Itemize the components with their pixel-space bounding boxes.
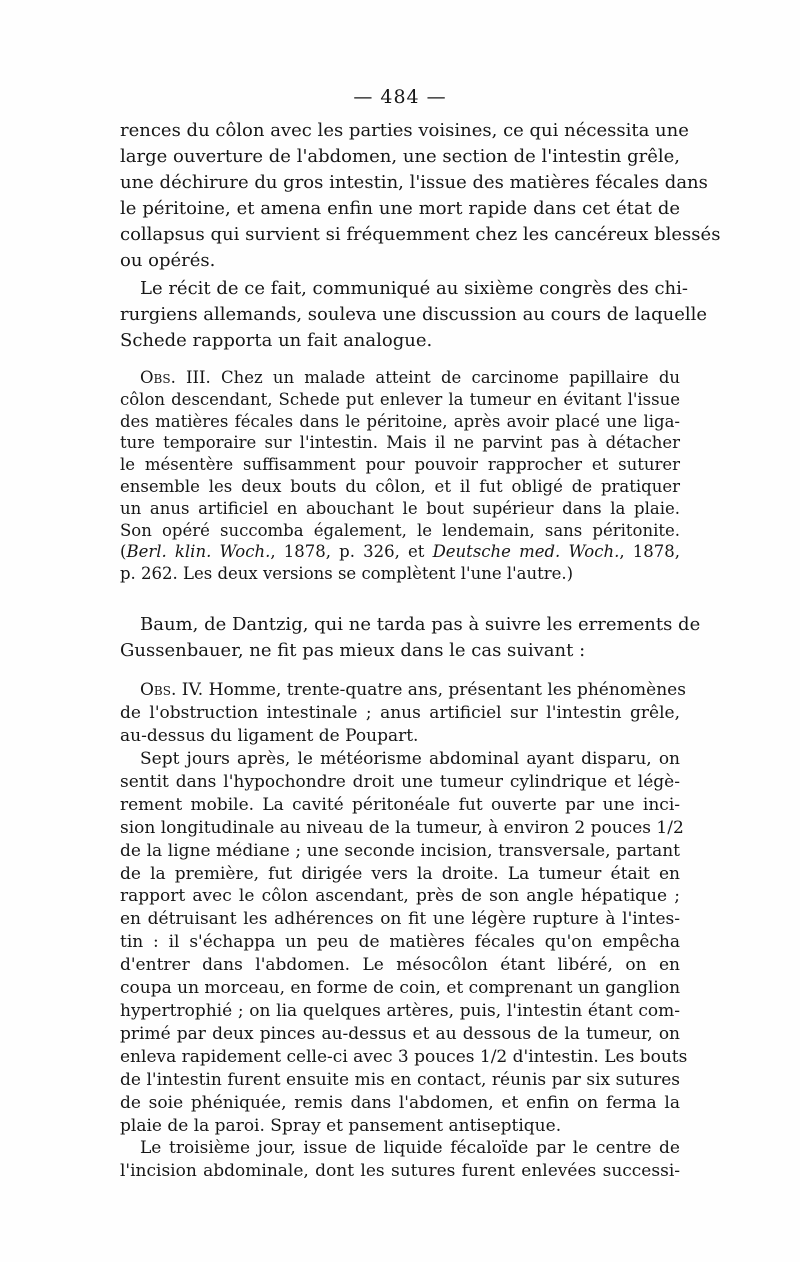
paragraph-operation (120, 748, 688, 1137)
citation-line: (Berl. klin. Woch., 1878, p. 326, et Deutsche med. Woch., 1878, (120, 542, 680, 562)
text-line: en détruisant les adhérences on fit une légère rupture à l'intes- (120, 909, 680, 930)
text-line: ensemble les deux bouts du côlon, et il fut obligé de pratiquer (120, 476, 680, 496)
text-line: au-dessus du ligament de Poupart. (120, 725, 419, 746)
text-line: Schede rapporta un fait analogue. (120, 330, 433, 351)
text-line: Obs. III. Chez un malade atteint de carcinome papillaire du (140, 368, 681, 387)
text-line: rement mobile. La cavité péritonéale fut ouverte par une inci- (120, 794, 680, 815)
text-line: plaie de la paroi. Spray et pansement antiseptique. (120, 1115, 562, 1136)
text-line: sion longitudinale au niveau de la tumeur, à environ 2 pouces 1/2 (120, 817, 684, 838)
text-line: large ouverture de l'abdomen, une section de l'intestin grêle, (120, 146, 680, 167)
text-line: de l'intestin furent ensuite mis en contact, réunis par six sutures (120, 1069, 680, 1090)
text-line: Sept jours après, le météorisme abdominal ayant disparu, on (140, 749, 680, 769)
text-line: p. 262. Les deux versions se complètent l'une l'autre.) (120, 564, 574, 584)
text-line: ture temporaire sur l'intestin. Mais il ne parvint pas à détacher (120, 433, 680, 453)
paragraph-schede-report (120, 276, 708, 354)
observation-label: Obs. III. (140, 368, 211, 387)
text-line: Obs. IV. Homme, trente-quatre ans, présentant les phénomènes (140, 680, 686, 700)
text-line: tin : il s'échappa un peu de matières fécales qu'on empêcha (120, 932, 680, 953)
text-line: sentit dans l'hypochondre droit une tumeur cylindrique et légè- (120, 771, 680, 792)
observation-label: Obs. IV. (140, 680, 204, 700)
text-line: le péritoine, et amena enfin une mort rapide dans cet état de (120, 198, 680, 219)
text-line: un anus artificiel en abouchant le bout supérieur dans la plaie. (120, 498, 680, 518)
text-line: Le récit de ce fait, communiqué au sixième congrès des chi- (140, 278, 688, 299)
text-line: de la ligne médiane ; une seconde incision, transversale, partant (120, 840, 680, 861)
citation-journal: Deutsche med. Woch. (432, 542, 620, 562)
text-line: de la première, fut dirigée vers la droite. La tumeur était en (120, 863, 680, 884)
text-line: Gussenbauer, ne fit pas mieux dans le cas suivant : (120, 640, 586, 661)
text-line: côlon descendant, Schede put enlever la tumeur en évitant l'issue (120, 389, 680, 409)
text-line: rurgiens allemands, souleva une discussion au cours de laquelle (120, 304, 708, 325)
text-line: Baum, de Dantzig, qui ne tarda pas à suivre les errements de (140, 614, 701, 635)
text-line: Le troisième jour, issue de liquide fécaloïde par le centre de (140, 1138, 680, 1158)
text-line: Son opéré succomba également, le lendemain, sans péritonite. (120, 520, 680, 540)
text-line: enleva rapidement celle-ci avec 3 pouces 1/2 d'intestin. Les bouts (120, 1046, 688, 1067)
page-number: — 484 — (353, 86, 447, 108)
text-line: ou opérés. (120, 250, 216, 271)
text-line: hypertrophié ; on lia quelques artères, puis, l'intestin étant com- (120, 1000, 680, 1021)
paragraph-continuation (120, 118, 721, 274)
text-line: collapsus qui survient si fréquemment chez les cancéreux blessés (120, 224, 721, 245)
text-line: le mésentère suffisamment pour pouvoir rapprocher et suturer (120, 455, 680, 475)
text-line: des matières fécales dans le péritoine, après avoir placé une liga- (120, 411, 680, 431)
paragraph-third-day (120, 1137, 680, 1183)
text-line: coupa un morceau, en forme de coin, et comprenant un ganglion (120, 978, 681, 999)
text-line: une déchirure du gros intestin, l'issue des matières fécales dans (120, 172, 708, 193)
text-line: rences du côlon avec les parties voisines, ce qui nécessita une (120, 120, 689, 141)
observation-iv (120, 679, 686, 748)
text-line: d'entrer dans l'abdomen. Le mésocôlon étant libéré, on en (120, 955, 680, 976)
text-line: primé par deux pinces au-dessus et au dessous de la tumeur, on (120, 1023, 680, 1044)
text-line: rapport avec le côlon ascendant, près de son angle hépatique ; (120, 886, 680, 907)
citation-journal: Berl. klin. Woch. (126, 542, 271, 562)
paragraph-baum (120, 612, 701, 664)
observation-iii (120, 367, 680, 585)
text-line: de soie phéniquée, remis dans l'abdomen, et enfin on ferma la (120, 1092, 680, 1113)
text-line: l'incision abdominale, dont les sutures furent enlevées successi- (120, 1160, 680, 1181)
text-line: de l'obstruction intestinale ; anus artificiel sur l'intestin grêle, (120, 702, 680, 723)
